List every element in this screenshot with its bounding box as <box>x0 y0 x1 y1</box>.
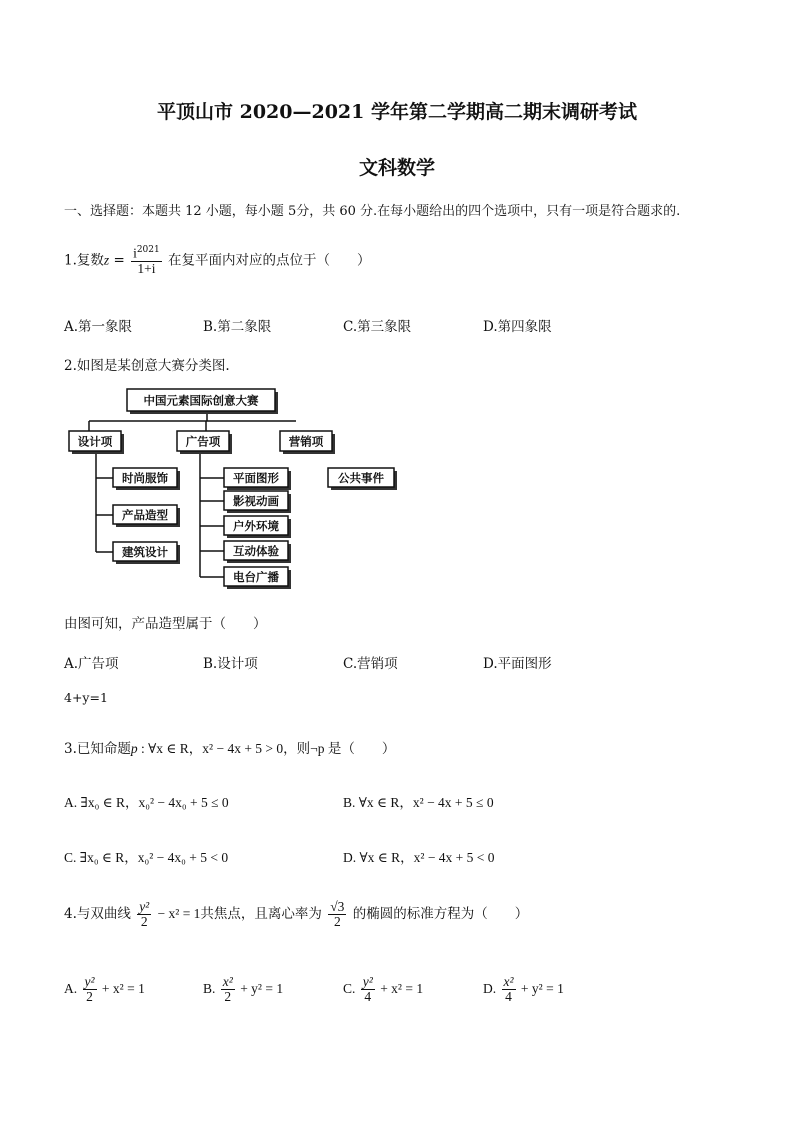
q4-fraction-hyperbola <box>137 900 151 929</box>
q3-option-d: D. ∀x ∈ R，x² − 4x + 5 < 0 <box>343 850 495 865</box>
q1-option-a: A.第一象限 <box>64 319 133 335</box>
q4-option-b-den: 2 <box>224 989 232 1005</box>
q1-prefix: 1.复数 <box>64 252 104 269</box>
diagram-item-radio <box>224 567 291 589</box>
item-label-public-event: 公共事件 <box>338 471 384 485</box>
item-label-interactive: 互动体验 <box>233 544 279 558</box>
q4-option-c-den: 4 <box>364 989 372 1005</box>
q4-option-c-label: C. <box>343 980 356 996</box>
q3-p: p <box>130 741 138 756</box>
category-label-marketing: 营销项 <box>288 434 324 449</box>
q2-option-b: B.设计项 <box>203 656 258 672</box>
item-label-outdoor: 户外环境 <box>233 519 279 533</box>
q4-option-d-num: x² <box>503 974 514 989</box>
q4-option-b-num: x² <box>222 974 233 989</box>
q1-option-d: D.第四象限 <box>483 319 552 335</box>
question-1 <box>64 246 371 276</box>
diagram-item-product-design <box>113 505 180 527</box>
item-label-fashion: 时尚服饰 <box>122 471 168 485</box>
question-2-stem: 2.如图是某创意大赛分类图. <box>64 358 230 374</box>
diagram-item-interactive <box>224 541 291 563</box>
item-label-radio: 电台广播 <box>233 570 279 584</box>
diagram-item-outdoor <box>224 516 291 538</box>
q4-prefix: 4.与双曲线 <box>64 906 131 923</box>
diagram-item-animation <box>224 491 291 513</box>
q1-option-c: C.第三象限 <box>343 319 412 335</box>
q4-option-b-rest: + y² = 1 <box>240 980 284 996</box>
q4-frac1-den: 2 <box>140 914 148 930</box>
diagram-extended-area <box>66 386 406 592</box>
q4-option-a-rest: + x² = 1 <box>101 980 145 996</box>
diagram-item-architecture <box>113 542 180 564</box>
q1-den: 1+i <box>137 260 156 276</box>
exam-title: 平顶山市 2020—2021 学年第二学期高二期末调研考试 <box>157 101 637 123</box>
item-label-architecture: 建筑设计 <box>122 545 168 559</box>
diagram-item-fashion <box>113 468 180 490</box>
q4-mid: − x² = 1共焦点，且离心率为 <box>157 906 322 922</box>
q3-option-c: C. ∃x₀ ∈ R，x₀² − 4x₀ + 5 < 0 <box>64 850 229 865</box>
q3-prefix: 3.已知命题 <box>64 741 131 757</box>
q2-option-a: A.广告项 <box>64 656 119 672</box>
q3-statement: : ∀x ∈ R，x² − 4x + 5 > 0，则¬p 是（ ） <box>137 741 396 756</box>
q4-option-b-label: B. <box>203 980 216 996</box>
diagram-root-label: 中国元素国际创意大赛 <box>143 393 259 408</box>
diagram-category-marketing <box>280 431 335 454</box>
q4-option-c-rest: + x² = 1 <box>380 980 424 996</box>
q4-option-d-label: D. <box>483 980 497 996</box>
question-3 <box>64 737 395 757</box>
q4-option-d <box>483 975 564 1004</box>
diagram-item-public-event <box>328 468 397 490</box>
q3-option-b: B. ∀x ∈ R，x² − 4x + 5 ≤ 0 <box>343 795 494 810</box>
item-label-graphic: 平面图形 <box>233 471 279 485</box>
question-4 <box>64 900 528 929</box>
q2-option-d: D.平面图形 <box>483 656 552 672</box>
q4-option-c <box>343 975 423 1004</box>
q1-option-b: B.第二象限 <box>203 319 272 335</box>
item-label-product-design: 产品造型 <box>122 508 168 522</box>
q1-fraction <box>131 246 162 276</box>
q4-option-a-num: y² <box>84 974 95 989</box>
subject-title: 文科数学 <box>358 157 435 179</box>
item-label-animation: 影视动画 <box>233 494 279 508</box>
q1-num-exp: 2021 <box>136 245 160 255</box>
q4-suffix: 的椭圆的标准方程为（ ） <box>352 906 529 923</box>
q1-num-base: i <box>133 245 137 261</box>
category-label-design: 设计项 <box>77 434 113 449</box>
q1-suffix: 在复平面内对应的点位于（ ） <box>168 252 371 269</box>
category-label-advertising: 广告项 <box>185 434 221 449</box>
q4-option-a <box>64 975 145 1004</box>
q4-option-a-den: 2 <box>86 989 93 1005</box>
section-instruction: 一、选择题：本题共 12 小题，每小题 5分，共 60 分.在每小题给出的四个选项中，只有一项是符合题求的. <box>64 204 681 219</box>
diagram-item-graphic <box>224 468 291 490</box>
q3-option-a: A. ∃x₀ ∈ R，x₀² − 4x₀ + 5 ≤ 0 <box>64 795 229 810</box>
q4-fraction-eccentricity <box>328 900 346 929</box>
q4-option-c-num: y² <box>362 974 373 989</box>
q4-option-d-den: 4 <box>505 989 512 1005</box>
q4-frac2-num: √3 <box>330 899 345 914</box>
q4-option-b <box>203 975 283 1004</box>
q1-eq: = <box>113 252 125 269</box>
q4-frac2-den: 2 <box>333 914 341 930</box>
stray-text: 4+y=1 <box>64 690 108 705</box>
q4-option-d-rest: + y² = 1 <box>520 980 564 996</box>
q4-option-a-label: A. <box>64 980 78 996</box>
q2-option-c: C.营销项 <box>343 656 398 672</box>
question-2-text: 由图可知，产品造型属于（ ） <box>64 616 267 632</box>
q4-frac1-num: y² <box>139 899 150 914</box>
q1-var: z <box>103 252 110 268</box>
